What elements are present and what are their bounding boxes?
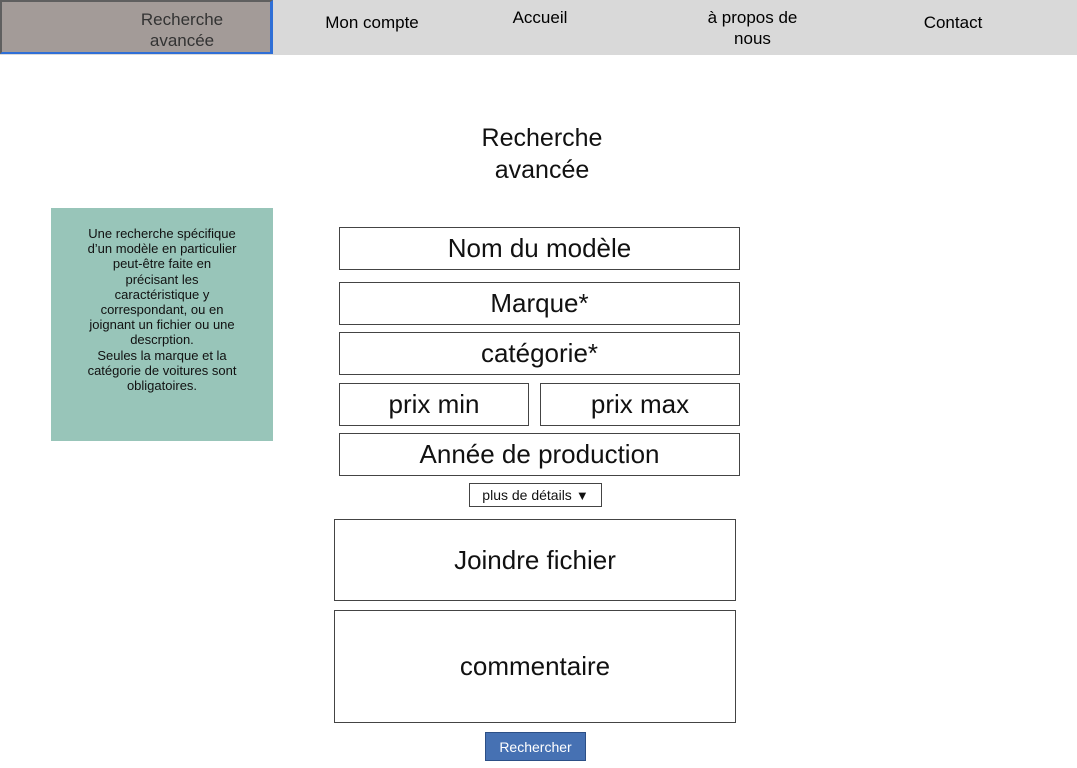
nav-item-advanced-search[interactable] bbox=[0, 0, 273, 54]
comment-textarea[interactable]: commentaire bbox=[334, 610, 736, 723]
nav-item-label: Contact bbox=[923, 13, 983, 32]
more-details-label: plus de détails bbox=[482, 487, 572, 503]
info-line: peut-être faite en bbox=[112, 256, 212, 272]
info-line: d’un modèle en particulier bbox=[87, 241, 237, 257]
nav-item-my-account[interactable] bbox=[288, 0, 456, 55]
info-line: obligatoires. bbox=[126, 378, 198, 394]
nav-item-label: Recherche avancée bbox=[140, 10, 224, 50]
info-box bbox=[51, 208, 273, 441]
info-line: précisant les bbox=[125, 271, 199, 287]
info-line: caractéristique y bbox=[114, 286, 210, 302]
more-details-dropdown[interactable] bbox=[469, 483, 602, 507]
nav-item-label: Accueil bbox=[512, 8, 568, 27]
info-line: descrption. bbox=[130, 332, 194, 348]
brand-input[interactable]: Marque* bbox=[339, 282, 740, 325]
nav-item-contact[interactable] bbox=[900, 0, 1006, 55]
model-name-input[interactable]: Nom du modèle bbox=[339, 227, 740, 270]
nav-item-about[interactable] bbox=[685, 0, 820, 55]
category-input[interactable]: catégorie* bbox=[339, 332, 740, 375]
info-line: joignant un fichier ou une bbox=[89, 317, 235, 333]
info-line: correspondant, ou en bbox=[100, 302, 224, 318]
price-min-input[interactable]: prix min bbox=[339, 383, 529, 426]
info-line: Seules la marque et la bbox=[97, 347, 227, 363]
info-line: Une recherche spécifique bbox=[88, 226, 236, 241]
price-max-input[interactable]: prix max bbox=[540, 383, 740, 426]
search-button[interactable]: Rechercher bbox=[485, 732, 586, 761]
nav-item-label: Mon compte bbox=[325, 13, 419, 32]
info-line: catégorie de voitures sont bbox=[87, 362, 237, 378]
attach-file-dropzone[interactable]: Joindre fichier bbox=[334, 519, 736, 601]
nav-item-home[interactable] bbox=[475, 0, 605, 55]
top-navbar bbox=[0, 0, 1077, 55]
production-year-input[interactable]: Année de production bbox=[339, 433, 740, 476]
chevron-down-icon: ▼ bbox=[575, 487, 589, 503]
page-title: Recherche avancée bbox=[481, 124, 603, 184]
nav-item-label: à propos de nous bbox=[707, 8, 798, 48]
